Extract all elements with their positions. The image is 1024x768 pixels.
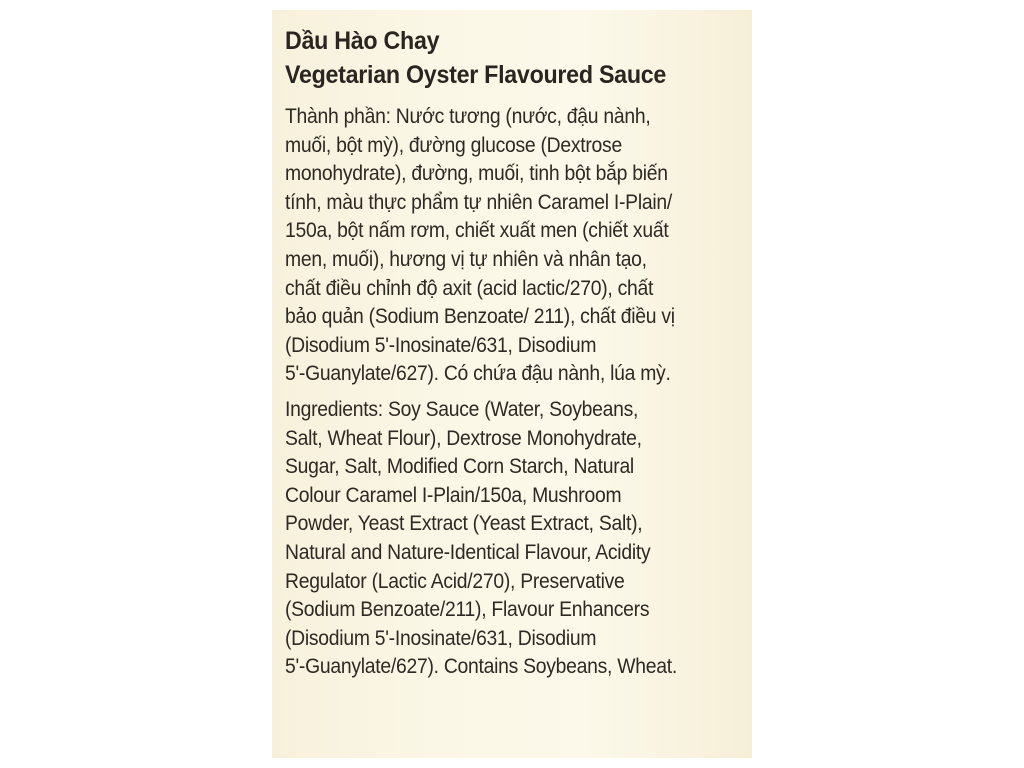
ingredients-line: (Sodium Benzoate/211), Flavour Enhancers [285,597,650,622]
ingredients-line: muối, bột mỳ), đường glucose (Dextrose [285,132,622,157]
ingredients-line: 5'-Guanylate/627). Có chứa đậu nành, lúa mỳ. [285,361,671,386]
ingredients-line: Salt, Wheat Flour), Dextrose Monohydrate, [285,425,642,450]
ingredients-line: Regulator (Lactic Acid/270), Preservative [285,568,625,593]
ingredients-line: 150a, bột nấm rơm, chiết xuất men (chiết xuất [285,218,669,243]
ingredients-line: (Disodium 5'-Inosinate/631, Disodium [285,332,597,357]
ingredients-line: bảo quản (Sodium Benzoate/ 211), chất điều vị [285,304,675,329]
ingredients-line: chất điều chỉnh độ axit (acid lactic/270), chất [285,275,654,300]
ingredients-line: Ingredients: Soy Sauce (Water, Soybeans, [285,396,639,421]
ingredients-line: Natural and Nature-Identical Flavour, Acidity [285,539,651,564]
ingredients-line: 5'-Guanylate/627). Contains Soybeans, Wheat. [285,654,677,679]
ingredients-line: (Disodium 5'-Inosinate/631, Disodium [285,625,597,650]
ingredients-english [285,395,742,681]
ingredients-vietnamese [285,102,742,388]
ingredients-line: Powder, Yeast Extract (Yeast Extract, Salt), [285,511,643,536]
product-label [272,10,752,758]
ingredients-line: Thành phần: Nước tương (nước, đậu nành, [285,104,651,128]
product-name-vietnamese: Dầu Hào Chay [285,27,440,55]
ingredients-line: Colour Caramel I-Plain/150a, Mushroom [285,482,622,507]
ingredients-line: tính, màu thực phẩm tự nhiên Caramel I-Plain/ [285,189,672,214]
ingredients-line: monohydrate), đường, muối, tinh bột bắp biến [285,161,668,186]
ingredients-line: Sugar, Salt, Modified Corn Starch, Natural [285,454,634,479]
product-name-english: Vegetarian Oyster Flavoured Sauce [285,61,667,89]
ingredients-line: men, muối), hương vị tự nhiên và nhân tạo, [285,246,647,271]
